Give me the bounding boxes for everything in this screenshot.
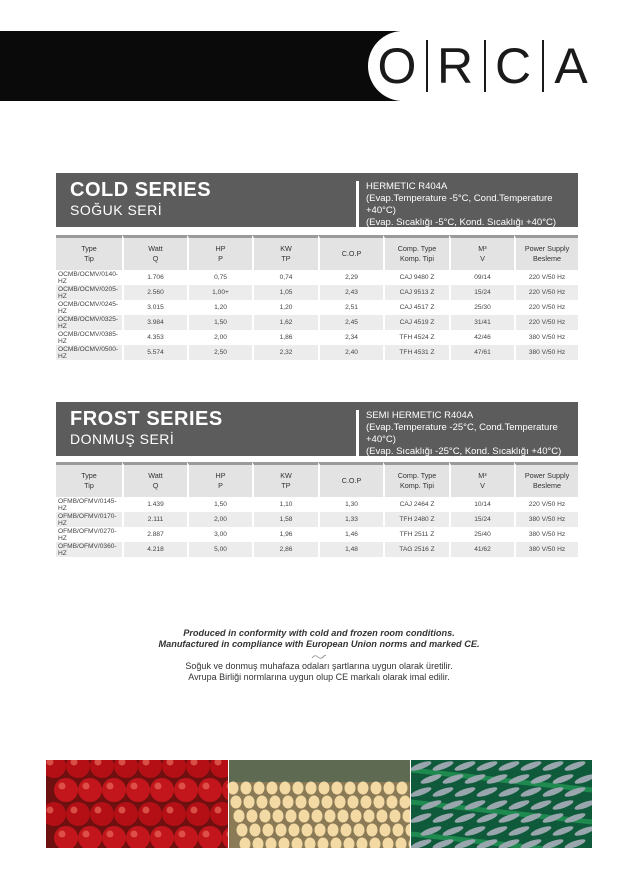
conformity-tr bbox=[0, 661, 638, 683]
frost-series-header bbox=[56, 402, 578, 456]
column-header-tr: P bbox=[218, 254, 223, 263]
table-cell: 2,51 bbox=[318, 300, 383, 315]
column-header-tr: Besleme bbox=[533, 254, 561, 263]
table-cell: 220 V/50 Hz bbox=[514, 315, 578, 330]
column-header-en: Watt bbox=[148, 244, 163, 253]
column-header-en: C.O.P bbox=[341, 249, 362, 258]
cold-spec-tr: (Evap. Sıcaklığı -5°C, Kond. Sıcaklığı +40°C) bbox=[366, 217, 557, 228]
table-cell: 2,32 bbox=[252, 345, 318, 360]
table-cell: 15/24 bbox=[449, 285, 514, 300]
logo-divider bbox=[542, 40, 544, 92]
column-header bbox=[122, 235, 187, 270]
column-header-en: Type bbox=[81, 244, 97, 253]
frost-series-table bbox=[56, 462, 578, 557]
column-header-en: Type bbox=[81, 471, 97, 480]
column-header-en: KW bbox=[280, 471, 292, 480]
table-cell: 1,46 bbox=[318, 527, 383, 542]
column-header bbox=[318, 235, 383, 270]
table-cell: 2.560 bbox=[122, 285, 187, 300]
table-cell: 1,62 bbox=[252, 315, 318, 330]
table-cell: 15/24 bbox=[449, 512, 514, 527]
table-row bbox=[56, 270, 578, 285]
table-cell: 2,45 bbox=[318, 315, 383, 330]
column-header bbox=[252, 235, 318, 270]
column-header-en: M³ bbox=[478, 244, 487, 253]
table-cell: CAJ 2464 Z bbox=[383, 497, 449, 512]
table-cell: 2,29 bbox=[318, 270, 383, 285]
photo-eggs bbox=[229, 760, 410, 848]
frost-spec-en: (Evap.Temperature -25°C, Cond.Temperature +40°C) bbox=[366, 422, 558, 445]
table-cell: 1,20 bbox=[187, 300, 252, 315]
table-cell: CAJ 9480 Z bbox=[383, 270, 449, 285]
table-cell: 3,00 bbox=[187, 527, 252, 542]
cold-series-title: COLD SERIES bbox=[70, 179, 212, 201]
table-row bbox=[56, 345, 578, 360]
column-header-en: Power Supply bbox=[524, 244, 570, 253]
table-row bbox=[56, 300, 578, 315]
table-cell: 2.111 bbox=[122, 512, 187, 527]
table-cell: 1,30 bbox=[318, 497, 383, 512]
column-header-tr: Besleme bbox=[533, 481, 561, 490]
table-row bbox=[56, 527, 578, 542]
cold-series-table bbox=[56, 235, 578, 360]
frost-series-title: FROST SERIES bbox=[70, 408, 223, 430]
table-cell: 380 V/50 Hz bbox=[514, 542, 578, 557]
column-header bbox=[449, 462, 514, 497]
table-cell: 220 V/50 Hz bbox=[514, 497, 578, 512]
table-cell: CAJ 4519 Z bbox=[383, 315, 449, 330]
table-cell: 2,50 bbox=[187, 345, 252, 360]
column-header bbox=[514, 235, 578, 270]
cold-series-spec bbox=[356, 181, 578, 229]
table-cell: 1.439 bbox=[122, 497, 187, 512]
column-header-en: Watt bbox=[148, 471, 163, 480]
table-cell: 4.218 bbox=[122, 542, 187, 557]
table-cell: 3.015 bbox=[122, 300, 187, 315]
frost-series-spec bbox=[356, 410, 578, 458]
table-cell: TFH 4524 Z bbox=[383, 330, 449, 345]
table-row bbox=[56, 512, 578, 527]
table-row bbox=[56, 285, 578, 300]
column-header-tr: P bbox=[218, 481, 223, 490]
logo-divider bbox=[484, 40, 486, 92]
table-cell: OCMB/OCMV/0325-HZ bbox=[56, 315, 122, 330]
conformity-en-line1: Produced in conformity with cold and frozen room conditions. bbox=[183, 628, 455, 638]
table-cell: OCMB/OCMV/0140-HZ bbox=[56, 270, 122, 285]
column-header-tr: TP bbox=[281, 481, 291, 490]
table-cell: CAJ 9513 Z bbox=[383, 285, 449, 300]
column-header-tr: Q bbox=[152, 254, 159, 263]
orca-logo bbox=[368, 31, 638, 101]
column-header-en: HP bbox=[215, 471, 226, 480]
table-cell: OCMB/OCMV/0205-HZ bbox=[56, 285, 122, 300]
table-cell: 1,48 bbox=[318, 542, 383, 557]
frost-series-subtitle: DONMUŞ SERİ bbox=[70, 431, 175, 447]
table-cell: 220 V/50 Hz bbox=[514, 285, 578, 300]
table-cell: OCMB/OCMV/0385-HZ bbox=[56, 330, 122, 345]
column-header-tr: Komp. Tipi bbox=[400, 481, 434, 490]
table-cell: 1,33 bbox=[318, 512, 383, 527]
column-header-en: Power Supply bbox=[524, 471, 570, 480]
table-cell: 41/62 bbox=[449, 542, 514, 557]
table-cell: 220 V/50 Hz bbox=[514, 300, 578, 315]
conformity-tr-line2: Avrupa Birliği normlarına uygun olup CE markalı olarak imal edilir. bbox=[188, 672, 450, 682]
cold-series-subtitle: SOĞUK SERİ bbox=[70, 202, 163, 218]
table-cell: 0,74 bbox=[252, 270, 318, 285]
table-cell: 1,00+ bbox=[187, 285, 252, 300]
table-cell: 380 V/50 Hz bbox=[514, 330, 578, 345]
table-header-row bbox=[56, 235, 578, 270]
table-cell: 2,86 bbox=[252, 542, 318, 557]
frost-spec-refrigerant: SEMI HERMETIC R404A bbox=[366, 410, 474, 421]
table-cell: 25/40 bbox=[449, 527, 514, 542]
table-cell: 10/14 bbox=[449, 497, 514, 512]
column-header-tr: Q bbox=[152, 481, 159, 490]
table-cell: 09/14 bbox=[449, 270, 514, 285]
column-header-tr: TP bbox=[281, 254, 291, 263]
table-cell: 42/46 bbox=[449, 330, 514, 345]
frost-spec-tr: (Evap. Sıcaklığı -25°C, Kond. Sıcaklığı +40°C) bbox=[366, 446, 562, 457]
table-cell: 0,75 bbox=[187, 270, 252, 285]
table-cell: 2,43 bbox=[318, 285, 383, 300]
table-cell: 1,86 bbox=[252, 330, 318, 345]
cold-spec-en: (Evap.Temperature -5°C, Cond.Temperature +40°C) bbox=[366, 193, 553, 216]
column-header bbox=[383, 235, 449, 270]
column-header bbox=[187, 462, 252, 497]
column-header bbox=[122, 462, 187, 497]
table-cell: 5.574 bbox=[122, 345, 187, 360]
conformity-en-line2: Manufactured in compliance with European Union norms and marked CE. bbox=[158, 639, 480, 649]
column-header-en: M³ bbox=[478, 471, 487, 480]
table-cell: 2,40 bbox=[318, 345, 383, 360]
table-cell: TFH 2511 Z bbox=[383, 527, 449, 542]
table-cell: 1,50 bbox=[187, 315, 252, 330]
table-cell: TAG 2516 Z bbox=[383, 542, 449, 557]
table-cell: 2,00 bbox=[187, 512, 252, 527]
header-band bbox=[0, 31, 400, 101]
table-cell: TFH 4531 Z bbox=[383, 345, 449, 360]
table-row bbox=[56, 542, 578, 557]
column-header bbox=[449, 235, 514, 270]
table-cell: OFMB/OFMV/0145-HZ bbox=[56, 497, 122, 512]
table-cell: 220 V/50 Hz bbox=[514, 270, 578, 285]
column-header-en: C.O.P bbox=[341, 476, 362, 485]
table-cell: 380 V/50 Hz bbox=[514, 527, 578, 542]
table-cell: 1,20 bbox=[252, 300, 318, 315]
table-cell: 47/61 bbox=[449, 345, 514, 360]
column-header-en: KW bbox=[280, 244, 292, 253]
column-header-tr: V bbox=[480, 254, 485, 263]
table-cell: OFMB/OFMV/0170-HZ bbox=[56, 512, 122, 527]
column-header-tr: Komp. Tipi bbox=[400, 254, 434, 263]
logo-wordmark bbox=[376, 39, 594, 93]
column-header bbox=[383, 462, 449, 497]
table-cell: OCMB/OCMV/0245-HZ bbox=[56, 300, 122, 315]
table-cell: 1,50 bbox=[187, 497, 252, 512]
table-cell: 25/30 bbox=[449, 300, 514, 315]
column-header-tr: Tip bbox=[84, 481, 94, 490]
table-cell: 1,58 bbox=[252, 512, 318, 527]
table-cell: 1,10 bbox=[252, 497, 318, 512]
table-cell: OCMB/OCMV/0500-HZ bbox=[56, 345, 122, 360]
table-cell: 5,00 bbox=[187, 542, 252, 557]
column-header-en: Comp. Type bbox=[397, 471, 437, 480]
table-header-row bbox=[56, 462, 578, 497]
table-cell: 1.706 bbox=[122, 270, 187, 285]
table-cell: 2,00 bbox=[187, 330, 252, 345]
table-cell: 1,05 bbox=[252, 285, 318, 300]
table-cell: TFH 2480 Z bbox=[383, 512, 449, 527]
logo-letter-a: A bbox=[554, 38, 590, 94]
table-row bbox=[56, 497, 578, 512]
table-cell: 1,96 bbox=[252, 527, 318, 542]
column-header-tr: Tip bbox=[84, 254, 94, 263]
table-row bbox=[56, 315, 578, 330]
logo-letter-o: O bbox=[377, 38, 419, 94]
photo-fish bbox=[411, 760, 592, 848]
table-cell: 2.887 bbox=[122, 527, 187, 542]
column-header bbox=[187, 235, 252, 270]
table-cell: 3.984 bbox=[122, 315, 187, 330]
column-header bbox=[252, 462, 318, 497]
conformity-tr-line1: Soğuk ve donmuş muhafaza odaları şartlarına uygun olarak üretilir. bbox=[185, 661, 453, 671]
column-header bbox=[514, 462, 578, 497]
table-cell: 380 V/50 Hz bbox=[514, 345, 578, 360]
cold-spec-refrigerant: HERMETIC R404A bbox=[366, 181, 448, 192]
column-header-en: HP bbox=[215, 244, 226, 253]
table-cell: 31/41 bbox=[449, 315, 514, 330]
table-cell: CAJ 4517 Z bbox=[383, 300, 449, 315]
column-header bbox=[318, 462, 383, 497]
cold-series-header bbox=[56, 173, 578, 227]
table-cell: OFMB/OFMV/0360-HZ bbox=[56, 542, 122, 557]
table-cell: 4.353 bbox=[122, 330, 187, 345]
logo-letter-r: R bbox=[436, 38, 476, 94]
column-header bbox=[56, 235, 122, 270]
table-cell: 2,34 bbox=[318, 330, 383, 345]
column-header-tr: V bbox=[480, 481, 485, 490]
logo-divider bbox=[426, 40, 428, 92]
logo-letter-c: C bbox=[494, 38, 534, 94]
conformity-en bbox=[0, 628, 638, 650]
column-header-en: Comp. Type bbox=[397, 244, 437, 253]
table-cell: 380 V/50 Hz bbox=[514, 512, 578, 527]
photo-apples bbox=[46, 760, 228, 848]
column-header bbox=[56, 462, 122, 497]
table-cell: OFMB/OFMV/0270-HZ bbox=[56, 527, 122, 542]
table-row bbox=[56, 330, 578, 345]
